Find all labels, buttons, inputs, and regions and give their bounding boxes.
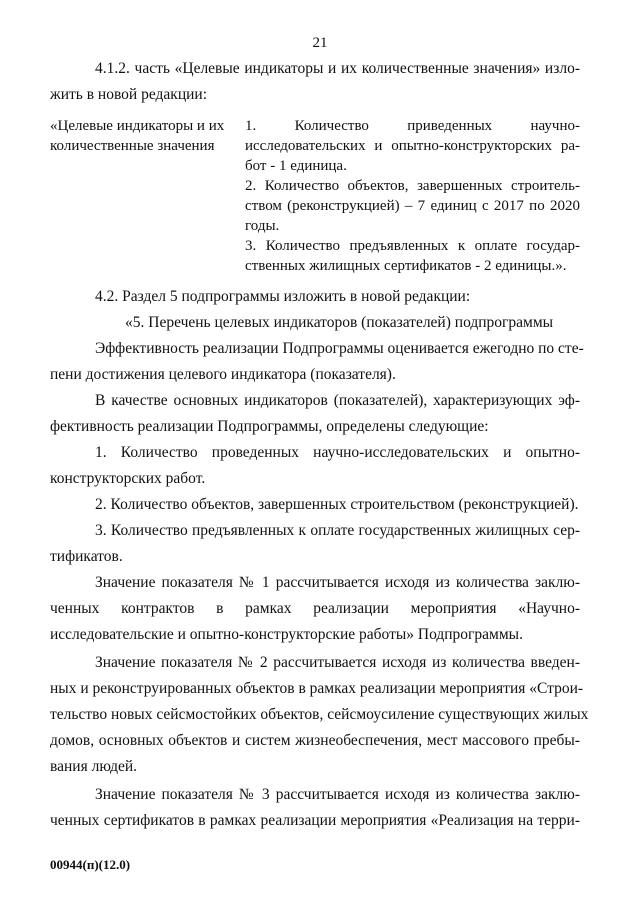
paragraph-line: фективность реализации Подпрограммы, определены следующие: <box>50 418 489 435</box>
paragraph-line: жить в новой редакции: <box>50 86 208 103</box>
table-right-cell-line: ственных жилищных сертификатов - 2 единицы.». <box>245 258 567 274</box>
section-heading: 4.2. Раздел 5 подпрограммы изложить в новой редакции: <box>95 288 471 305</box>
paragraph-line: Значение показателя № 3 рассчитывается исходя из количества заклю- <box>95 786 580 803</box>
table-left-cell-line: «Целевые индикаторы и их <box>50 118 225 134</box>
paragraph-line: исследовательские и опытно-конструкторские работы» Подпрограммы. <box>50 626 523 643</box>
paragraph-line: тельство новых сейсмостойких объектов, сейсмоусиление существующих жилых <box>50 706 589 723</box>
section-title: «5. Перечень целевых индикаторов (показателей) подпрограммы <box>125 314 554 331</box>
paragraph-line: Значение показателя № 2 рассчитывается исходя из количества введен- <box>95 654 580 671</box>
page-number: 21 <box>312 35 328 51</box>
paragraph-line: ченных контрактов в рамках реализации мероприятия «Научно- <box>50 600 580 617</box>
document-code: 00944(п)(12.0) <box>50 857 131 872</box>
paragraph-line: 2. Количество объектов, завершенных строительством (реконструкцией). <box>95 496 579 513</box>
paragraph-line: пени достижения целевого индикатора (показателя). <box>50 366 396 383</box>
paragraph-line: В качестве основных индикаторов (показателей), характеризующих эф- <box>95 392 580 409</box>
table-right-cell-line: 3. Количество предъявленных к оплате государ- <box>245 238 580 254</box>
paragraph-line: вания людей. <box>50 758 138 775</box>
paragraph-line: ных и реконструированных объектов в рамках реализации мероприятия «Строи- <box>50 680 584 697</box>
paragraph-line: 4.1.2. часть «Целевые индикаторы и их количественные значения» изло- <box>95 60 580 77</box>
paragraph-line: конструкторских работ. <box>50 470 206 487</box>
table-right-cell-line: ством (реконструкцией) – 7 единиц с 2017 по 2020 <box>245 198 580 214</box>
table-right-cell-line: 2. Количество объектов, завершенных строитель- <box>245 178 580 194</box>
paragraph-line: Значение показателя № 1 рассчитывается исходя из количества заклю- <box>95 574 580 591</box>
paragraph-line: домов, основных объектов и систем жизнеобеспечения, мест массового пребы- <box>50 732 580 749</box>
paragraph-line: Эффективность реализации Подпрограммы оценивается ежегодно по сте- <box>95 340 584 357</box>
table-right-cell-line: исследовательских и опытно-конструкторских ра- <box>245 138 580 154</box>
table-left-cell-line: количественные значения <box>50 138 215 154</box>
paragraph-line: ченных сертификатов в рамках реализации мероприятия «Реализация на терри- <box>50 812 580 829</box>
table-right-cell-line: годы. <box>245 218 280 234</box>
paragraph-line: тификатов. <box>50 548 123 565</box>
paragraph-line: 3. Количество предъявленных к оплате государственных жилищных сер- <box>95 522 580 539</box>
paragraph-line: 1. Количество проведенных научно-исследовательских и опытно- <box>95 444 580 461</box>
table-right-cell-line: 1. Количество приведенных научно- <box>245 118 580 134</box>
table-right-cell-line: бот - 1 единица. <box>245 158 347 174</box>
